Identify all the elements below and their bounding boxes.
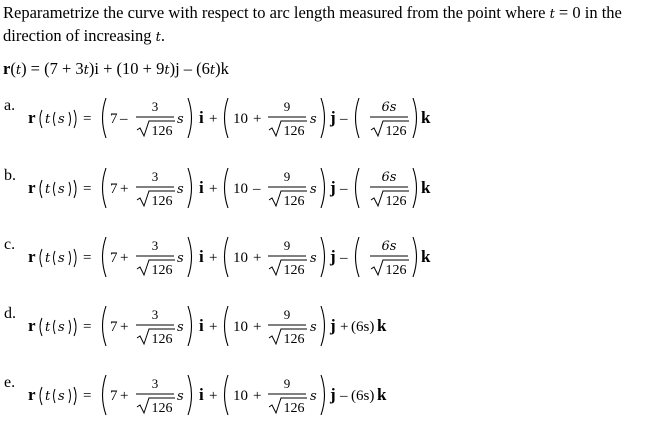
big-paren-close xyxy=(321,168,325,208)
paren-open xyxy=(40,110,42,128)
paren-open xyxy=(54,389,56,403)
radicand: 126 xyxy=(151,194,173,209)
s-var: s xyxy=(58,389,65,404)
big-paren-open xyxy=(356,98,360,138)
big-paren-open xyxy=(356,237,360,277)
big-paren-close xyxy=(413,168,417,208)
x-sign: + xyxy=(120,388,129,404)
plus-sign: + xyxy=(209,181,218,197)
big-paren-close xyxy=(188,168,192,208)
equals-sign: = xyxy=(83,388,92,404)
radicand: 126 xyxy=(283,332,305,347)
plus-sign: + xyxy=(209,111,218,127)
paren-open xyxy=(40,180,42,198)
t-var: t xyxy=(45,389,51,404)
z-term: (6s) xyxy=(351,319,375,335)
z-numerator: 6s xyxy=(381,239,397,254)
formula-svg xyxy=(27,166,431,210)
radicand: 126 xyxy=(151,124,173,139)
radicand: 126 xyxy=(385,263,407,278)
equals-sign: = xyxy=(83,319,92,335)
y-constant: 10 xyxy=(233,250,248,266)
option-label: c. xyxy=(4,236,16,253)
fraction-numerator: 3 xyxy=(151,376,159,391)
big-paren-open xyxy=(225,98,229,138)
y-sign: + xyxy=(253,111,262,127)
x-constant: 7 xyxy=(110,111,118,127)
radicand: 126 xyxy=(283,194,305,209)
paren-close xyxy=(74,249,76,267)
radicand: 126 xyxy=(283,263,305,278)
paren-close xyxy=(74,387,76,405)
s-var: s xyxy=(177,251,184,266)
big-paren-open xyxy=(225,237,229,277)
t-var: t xyxy=(209,63,216,78)
big-paren-close xyxy=(188,306,192,346)
big-paren-close xyxy=(321,306,325,346)
x-sign: – xyxy=(120,111,128,127)
k-vector: k xyxy=(421,247,431,266)
big-paren-open xyxy=(225,306,229,346)
k-vector: k xyxy=(377,316,387,335)
j-vector: j xyxy=(330,108,336,127)
big-paren-close xyxy=(413,237,417,277)
radicand: 126 xyxy=(385,124,407,139)
k-vector: k xyxy=(421,178,431,197)
t-variable: t xyxy=(549,7,555,22)
paren-open xyxy=(40,387,42,405)
fraction-numerator: 3 xyxy=(151,169,159,184)
radicand: 126 xyxy=(151,401,173,416)
radicand: 126 xyxy=(151,332,173,347)
big-paren-open xyxy=(225,168,229,208)
question-period: . xyxy=(160,26,165,45)
big-paren-open xyxy=(103,237,107,277)
x-sign: + xyxy=(120,181,129,197)
s-var: s xyxy=(177,182,184,197)
radicand: 126 xyxy=(151,263,173,278)
radicand: 126 xyxy=(385,194,407,209)
j-vector: j xyxy=(330,178,336,197)
big-paren-close xyxy=(188,237,192,277)
option-label: b. xyxy=(4,167,16,184)
i-vector: i xyxy=(199,178,204,197)
paren-open xyxy=(54,320,56,334)
t-var: t xyxy=(83,63,89,78)
plus-sign: + xyxy=(209,250,218,266)
y-sign: + xyxy=(253,250,262,266)
given-curve xyxy=(3,59,229,79)
big-paren-close xyxy=(188,98,192,138)
eq-part: ) = (7 + 3 xyxy=(21,59,84,78)
r-symbol: r xyxy=(28,247,36,266)
y-constant: 10 xyxy=(233,319,248,335)
paren-open xyxy=(40,249,42,267)
z-sign: – xyxy=(340,111,348,127)
paren-open xyxy=(54,251,56,265)
formula-svg xyxy=(27,304,427,348)
equals-sign: = xyxy=(83,250,92,266)
z-term: (6s) xyxy=(351,388,375,404)
option-label: d. xyxy=(4,305,16,322)
z-sign: + xyxy=(340,319,349,335)
paren-close xyxy=(74,110,76,128)
question-text xyxy=(3,2,653,48)
z-numerator: 6s xyxy=(381,100,397,115)
z-numerator: 6s xyxy=(381,170,397,185)
big-paren-close xyxy=(321,375,325,415)
j-vector: j xyxy=(330,247,336,266)
i-vector: i xyxy=(199,316,204,335)
option-formula xyxy=(27,96,431,140)
r-symbol: r xyxy=(3,59,11,78)
formula-svg xyxy=(27,373,427,417)
t-var: t xyxy=(45,182,51,197)
t-var: t xyxy=(45,320,51,335)
big-paren-open xyxy=(103,168,107,208)
s-var: s xyxy=(58,182,65,197)
t-variable-2: t xyxy=(155,30,161,45)
paren-close xyxy=(69,112,71,126)
big-paren-open xyxy=(225,375,229,415)
big-paren-close xyxy=(321,98,325,138)
s-var: s xyxy=(58,112,65,127)
r-symbol: r xyxy=(28,108,36,127)
big-paren-open xyxy=(103,98,107,138)
paren-close xyxy=(69,320,71,334)
formula-svg xyxy=(27,235,431,279)
option-formula xyxy=(27,166,431,210)
z-sign: – xyxy=(340,250,348,266)
r-symbol: r xyxy=(28,178,36,197)
z-sign: – xyxy=(340,388,348,404)
k-vector: k xyxy=(377,385,387,404)
x-sign: + xyxy=(120,250,129,266)
big-paren-close xyxy=(188,375,192,415)
s-var: s xyxy=(310,251,317,266)
x-sign: + xyxy=(120,319,129,335)
j-vector: j xyxy=(330,385,336,404)
fraction-numerator: 3 xyxy=(151,99,159,114)
radicand: 126 xyxy=(283,401,305,416)
s-var: s xyxy=(58,320,65,335)
paren-close xyxy=(74,318,76,336)
question-line2: direction of increasing xyxy=(3,26,156,45)
i-vector: i xyxy=(199,385,204,404)
s-var: s xyxy=(310,112,317,127)
paren-open xyxy=(54,182,56,196)
radicand: 126 xyxy=(283,124,305,139)
paren-open xyxy=(54,112,56,126)
s-var: s xyxy=(177,112,184,127)
fraction-numerator: 3 xyxy=(151,307,159,322)
k-vector: k xyxy=(421,108,431,127)
fraction-numerator: 3 xyxy=(151,238,159,253)
paren-open xyxy=(40,318,42,336)
plus-sign: + xyxy=(209,388,218,404)
big-paren-close xyxy=(413,98,417,138)
s-var: s xyxy=(310,389,317,404)
k-part: )k xyxy=(215,59,229,78)
fraction-numerator: 9 xyxy=(283,238,291,253)
y-sign: + xyxy=(253,319,262,335)
fraction-numerator: 9 xyxy=(283,169,291,184)
y-sign: + xyxy=(253,388,262,404)
t-var: t xyxy=(45,112,51,127)
x-constant: 7 xyxy=(110,388,118,404)
s-var: s xyxy=(310,182,317,197)
paren: ( xyxy=(10,59,16,78)
r-symbol: r xyxy=(28,316,36,335)
z-sign: – xyxy=(340,181,348,197)
equals-sign: = xyxy=(83,111,92,127)
question-line1-end: in the xyxy=(584,3,622,22)
option-formula xyxy=(27,373,427,417)
option-formula xyxy=(27,235,431,279)
big-paren-close xyxy=(321,237,325,277)
s-var: s xyxy=(58,251,65,266)
fraction-numerator: 9 xyxy=(283,376,291,391)
i-vector: i xyxy=(199,108,204,127)
j-vector: j xyxy=(330,316,336,335)
j-part: )j – (6 xyxy=(169,59,210,78)
option-formula xyxy=(27,304,427,348)
question-line1: Reparametrize the curve with respect to arc length measured from the point where xyxy=(3,3,550,22)
x-constant: 7 xyxy=(110,319,118,335)
option-label: e. xyxy=(4,374,16,391)
fraction-numerator: 9 xyxy=(283,307,291,322)
i-vector: i xyxy=(199,247,204,266)
formula-svg xyxy=(27,96,431,140)
big-paren-open xyxy=(103,306,107,346)
paren-close xyxy=(69,389,71,403)
s-var: s xyxy=(310,320,317,335)
t-var: t xyxy=(45,251,51,266)
equals-sign: = xyxy=(83,181,92,197)
s-var: s xyxy=(177,389,184,404)
fraction-numerator: 9 xyxy=(283,99,291,114)
big-paren-open xyxy=(103,375,107,415)
paren-close xyxy=(74,180,76,198)
y-constant: 10 xyxy=(233,388,248,404)
big-paren-open xyxy=(356,168,360,208)
t-var: t xyxy=(164,63,170,78)
x-constant: 7 xyxy=(110,250,118,266)
t-var: t xyxy=(15,63,22,78)
question-eq-zero: = 0 xyxy=(554,3,585,22)
r-symbol: r xyxy=(28,385,36,404)
y-constant: 10 xyxy=(233,181,248,197)
y-constant: 10 xyxy=(233,111,248,127)
plus-sign: + xyxy=(209,319,218,335)
s-var: s xyxy=(177,320,184,335)
option-label: a. xyxy=(4,97,16,114)
paren-close xyxy=(69,251,71,265)
x-constant: 7 xyxy=(110,181,118,197)
y-sign: – xyxy=(253,181,261,197)
i-part: )i + (10 + 9 xyxy=(88,59,165,78)
paren-close xyxy=(69,182,71,196)
